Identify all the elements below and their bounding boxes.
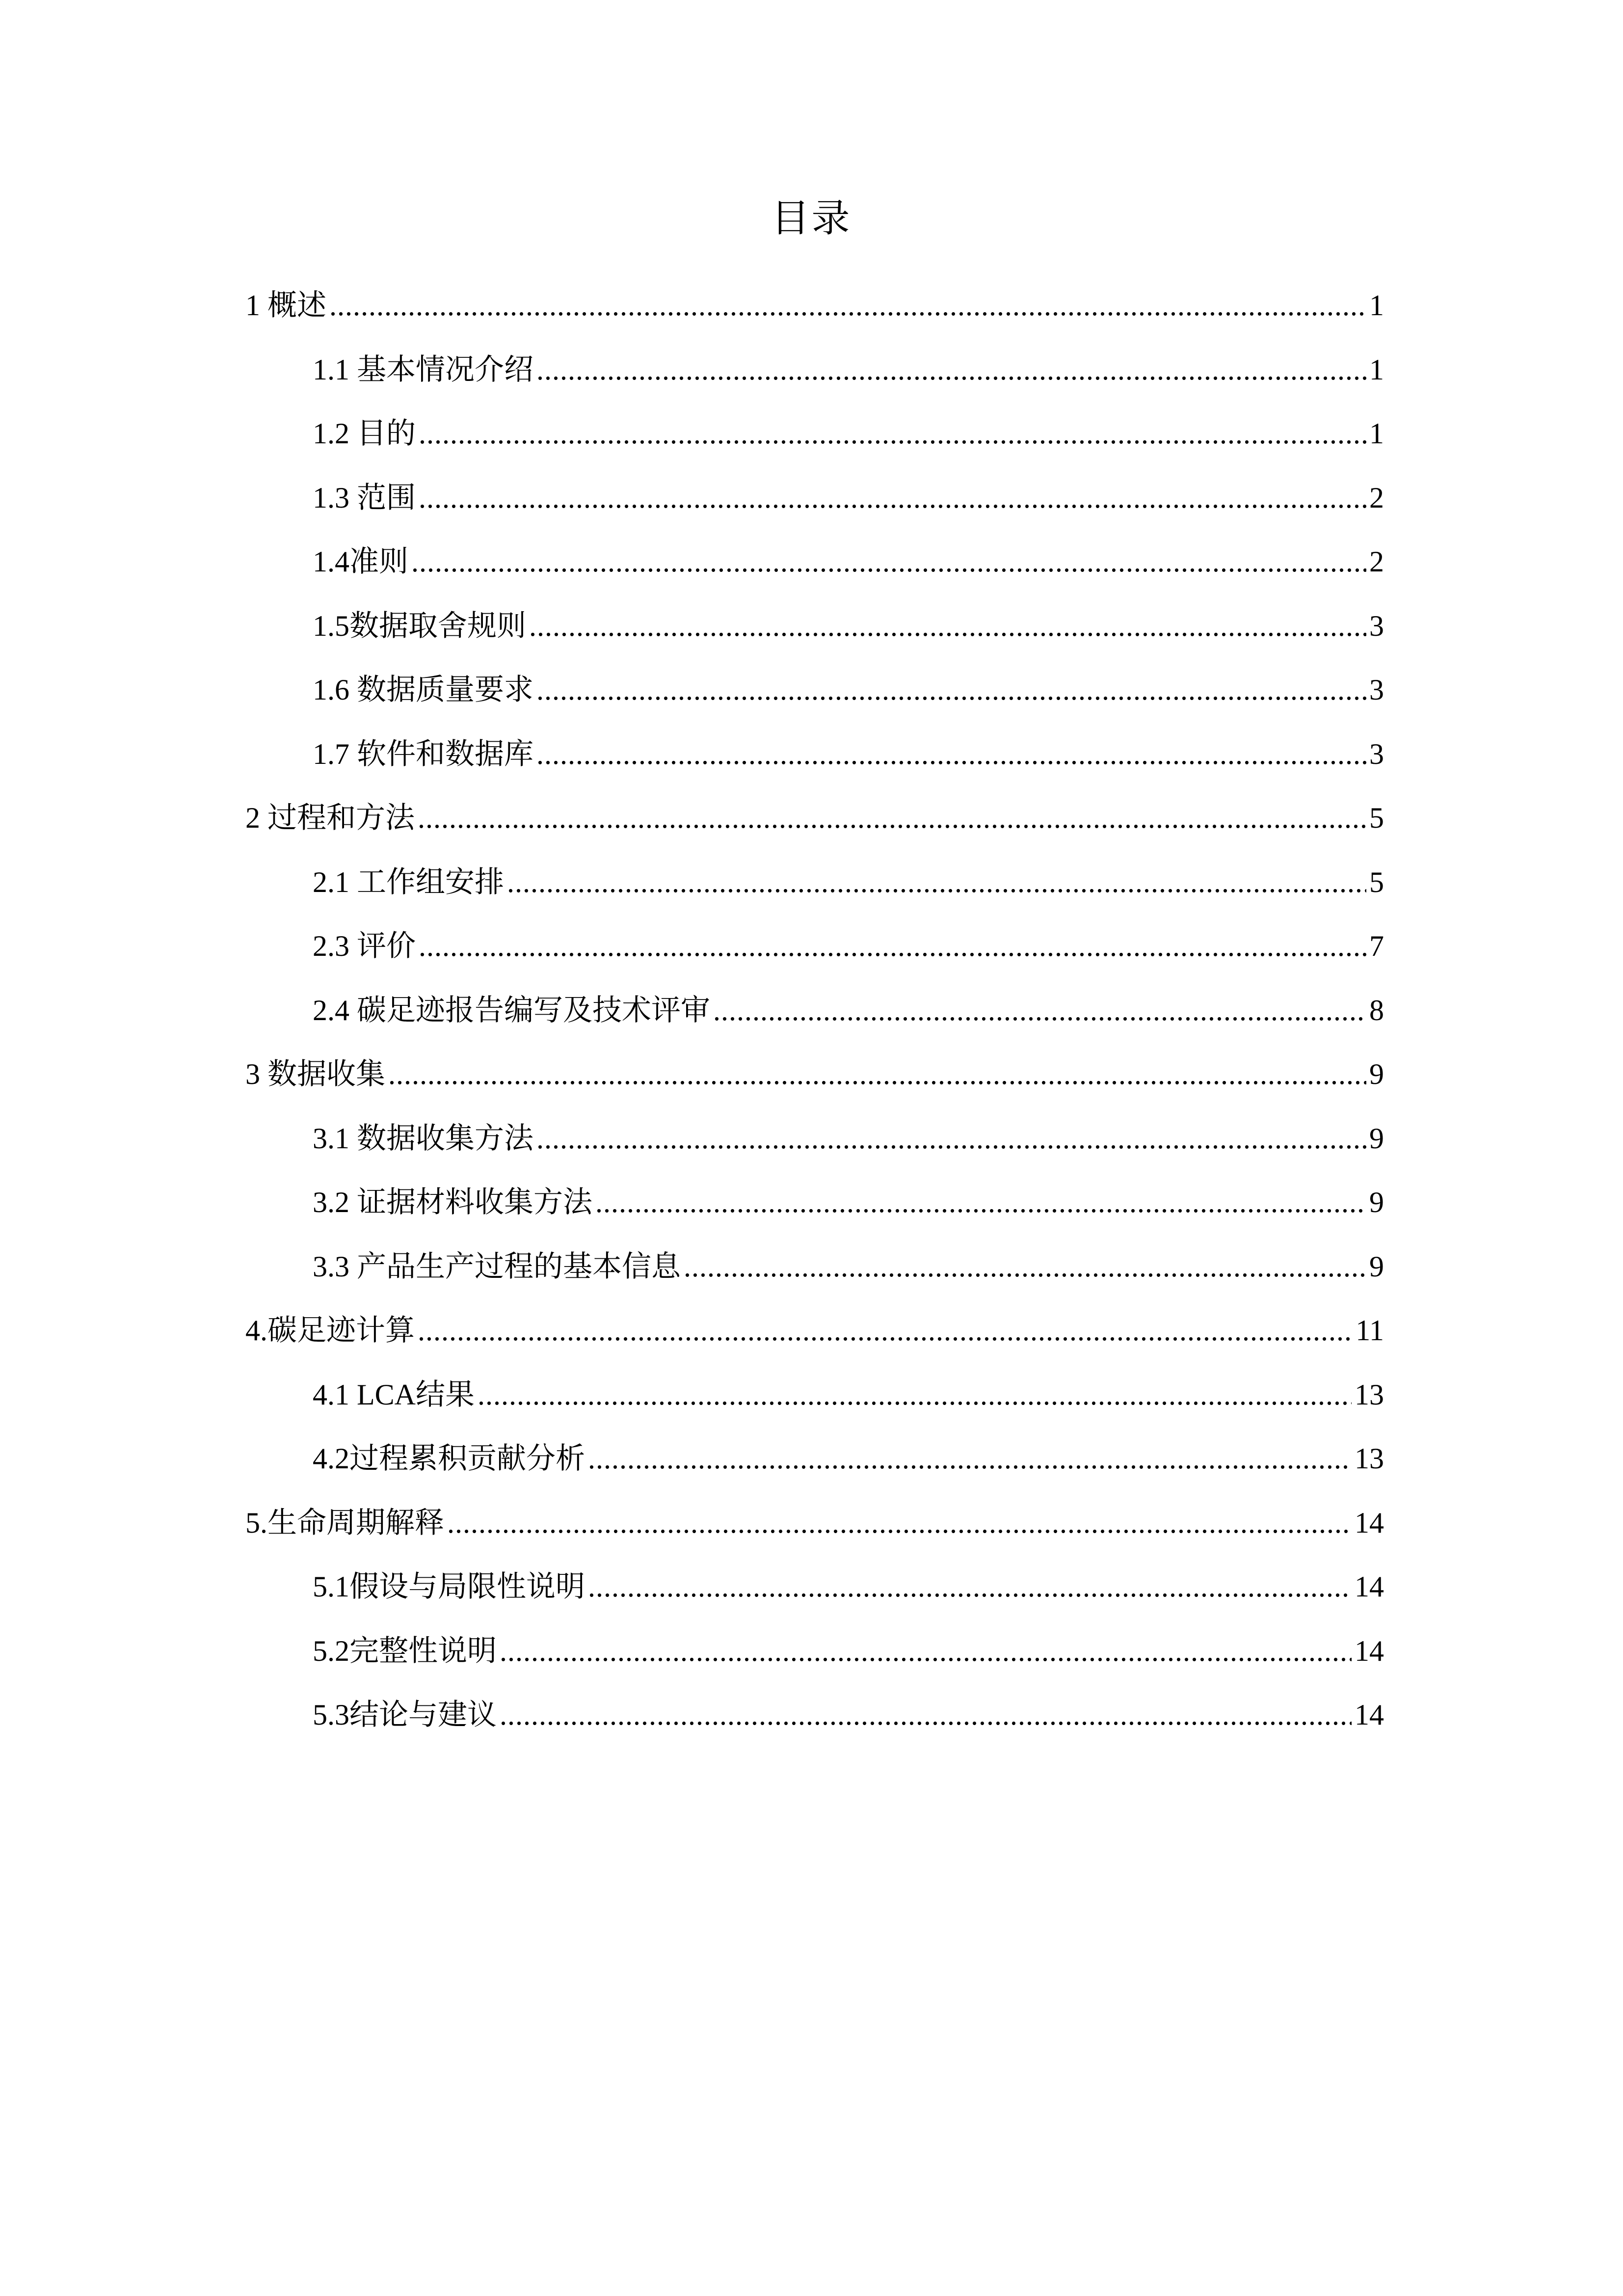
toc-entry[interactable]	[245, 1178, 1384, 1242]
toc-entry-page-number: 3	[1369, 609, 1384, 642]
toc-entry-label: 2.3 评价	[313, 930, 416, 962]
toc-entry-page-number: 13	[1355, 1378, 1384, 1411]
toc-entry[interactable]	[245, 1370, 1384, 1434]
toc-entry-page-number: 9	[1369, 1122, 1384, 1155]
toc-dot-leader	[500, 1626, 1352, 1675]
toc-entry-page-number: 7	[1369, 930, 1384, 962]
toc-entry[interactable]	[245, 1690, 1384, 1755]
toc-entry-label: 1 概述	[245, 289, 326, 322]
toc-entry[interactable]	[245, 858, 1384, 922]
toc-entry-page-number: 9	[1369, 1250, 1384, 1283]
toc-entry[interactable]	[245, 729, 1384, 794]
toc-entry-page-number: 2	[1369, 481, 1384, 514]
toc-entry[interactable]	[245, 601, 1384, 666]
toc-entry[interactable]	[245, 1306, 1384, 1370]
toc-entry[interactable]	[245, 1498, 1384, 1563]
toc-entry-page-number: 5	[1369, 865, 1384, 898]
toc-entry-label: 5.2完整性说明	[313, 1634, 497, 1667]
toc-entry[interactable]	[245, 537, 1384, 601]
toc-entry-page-number: 14	[1355, 1570, 1384, 1603]
toc-dot-leader	[418, 1306, 1353, 1355]
toc-dot-leader	[329, 281, 1366, 330]
toc-dot-leader	[500, 1690, 1352, 1739]
toc-dot-leader	[418, 793, 1366, 842]
toc-entry-page-number: 13	[1355, 1442, 1384, 1475]
toc-entry-page-number: 14	[1355, 1699, 1384, 1731]
toc-entry[interactable]	[245, 1562, 1384, 1626]
toc-list	[245, 281, 1384, 1755]
toc-entry-label: 3.2 证据材料收集方法	[313, 1186, 592, 1218]
toc-entry-page-number: 9	[1369, 1186, 1384, 1218]
toc-dot-leader	[507, 858, 1366, 907]
toc-entry-label: 1.4准则	[313, 545, 408, 578]
toc-entry-label: 3.1 数据收集方法	[313, 1122, 533, 1155]
toc-entry[interactable]	[245, 921, 1384, 986]
toc-entry-label: 5.1假设与局限性说明	[313, 1570, 585, 1603]
toc-entry-label: 2.1 工作组安排	[313, 865, 504, 898]
toc-entry-label: 1.3 范围	[313, 481, 416, 514]
toc-entry-label: 1.5数据取舍规则	[313, 609, 526, 642]
toc-entry[interactable]	[245, 665, 1384, 729]
toc-entry-page-number: 11	[1356, 1314, 1384, 1347]
toc-entry[interactable]	[245, 1242, 1384, 1306]
toc-dot-leader	[713, 986, 1366, 1035]
toc-entry-label: 2 过程和方法	[245, 802, 415, 834]
toc-dot-leader	[529, 601, 1366, 650]
toc-entry-page-number: 1	[1369, 353, 1384, 386]
toc-entry-label: 3.3 产品生产过程的基本信息	[313, 1250, 681, 1283]
toc-entry[interactable]	[245, 1626, 1384, 1691]
toc-dot-leader	[536, 665, 1366, 714]
toc-entry-label: 2.4 碳足迹报告编写及技术评审	[313, 994, 710, 1026]
toc-entry-label: 4.2过程累积贡献分析	[313, 1442, 585, 1475]
toc-dot-leader	[411, 537, 1366, 586]
toc-entry-label: 1.2 目的	[313, 417, 416, 450]
toc-entry[interactable]	[245, 281, 1384, 345]
toc-entry-label: 5.生命周期解释	[245, 1506, 444, 1539]
toc-entry-label: 1.6 数据质量要求	[313, 674, 533, 706]
toc-entry-page-number: 9	[1369, 1058, 1384, 1090]
toc-entry-page-number: 14	[1355, 1634, 1384, 1667]
toc-dot-leader	[388, 1050, 1366, 1099]
toc-dot-leader	[684, 1242, 1366, 1291]
toc-entry[interactable]	[245, 409, 1384, 473]
toc-entry[interactable]	[245, 1434, 1384, 1498]
toc-dot-leader	[595, 1178, 1366, 1227]
toc-entry[interactable]	[245, 793, 1384, 858]
toc-dot-leader	[419, 921, 1366, 971]
toc-entry[interactable]	[245, 345, 1384, 409]
toc-entry-page-number: 1	[1369, 289, 1384, 322]
toc-entry-page-number: 5	[1369, 802, 1384, 834]
toc-entry-label: 4.1 LCA结果	[313, 1378, 475, 1411]
toc-dot-leader	[536, 1114, 1366, 1163]
toc-dot-leader	[419, 473, 1366, 522]
toc-entry[interactable]	[245, 1050, 1384, 1114]
toc-dot-leader	[536, 345, 1366, 394]
toc-entry-page-number: 8	[1369, 994, 1384, 1026]
toc-entry[interactable]	[245, 986, 1384, 1050]
toc-dot-leader	[419, 409, 1366, 458]
toc-entry-label: 5.3结论与建议	[313, 1699, 497, 1731]
toc-dot-leader	[588, 1562, 1352, 1611]
toc-dot-leader	[536, 729, 1366, 779]
toc-dot-leader	[478, 1370, 1352, 1419]
toc-entry-label: 4.碳足迹计算	[245, 1314, 415, 1347]
toc-entry-label: 1.7 软件和数据库	[313, 737, 533, 770]
toc-entry-label: 3 数据收集	[245, 1058, 385, 1090]
toc-entry-page-number: 14	[1355, 1506, 1384, 1539]
toc-entry-page-number: 3	[1369, 737, 1384, 770]
toc-dot-leader	[588, 1434, 1352, 1483]
toc-dot-leader	[447, 1498, 1352, 1547]
toc-entry-page-number: 2	[1369, 545, 1384, 578]
toc-entry[interactable]	[245, 473, 1384, 538]
toc-title: 目录	[771, 196, 852, 241]
toc-entry-page-number: 3	[1369, 674, 1384, 706]
toc-entry-page-number: 1	[1369, 417, 1384, 450]
toc-entry[interactable]	[245, 1114, 1384, 1178]
toc-entry-label: 1.1 基本情况介绍	[313, 353, 533, 386]
